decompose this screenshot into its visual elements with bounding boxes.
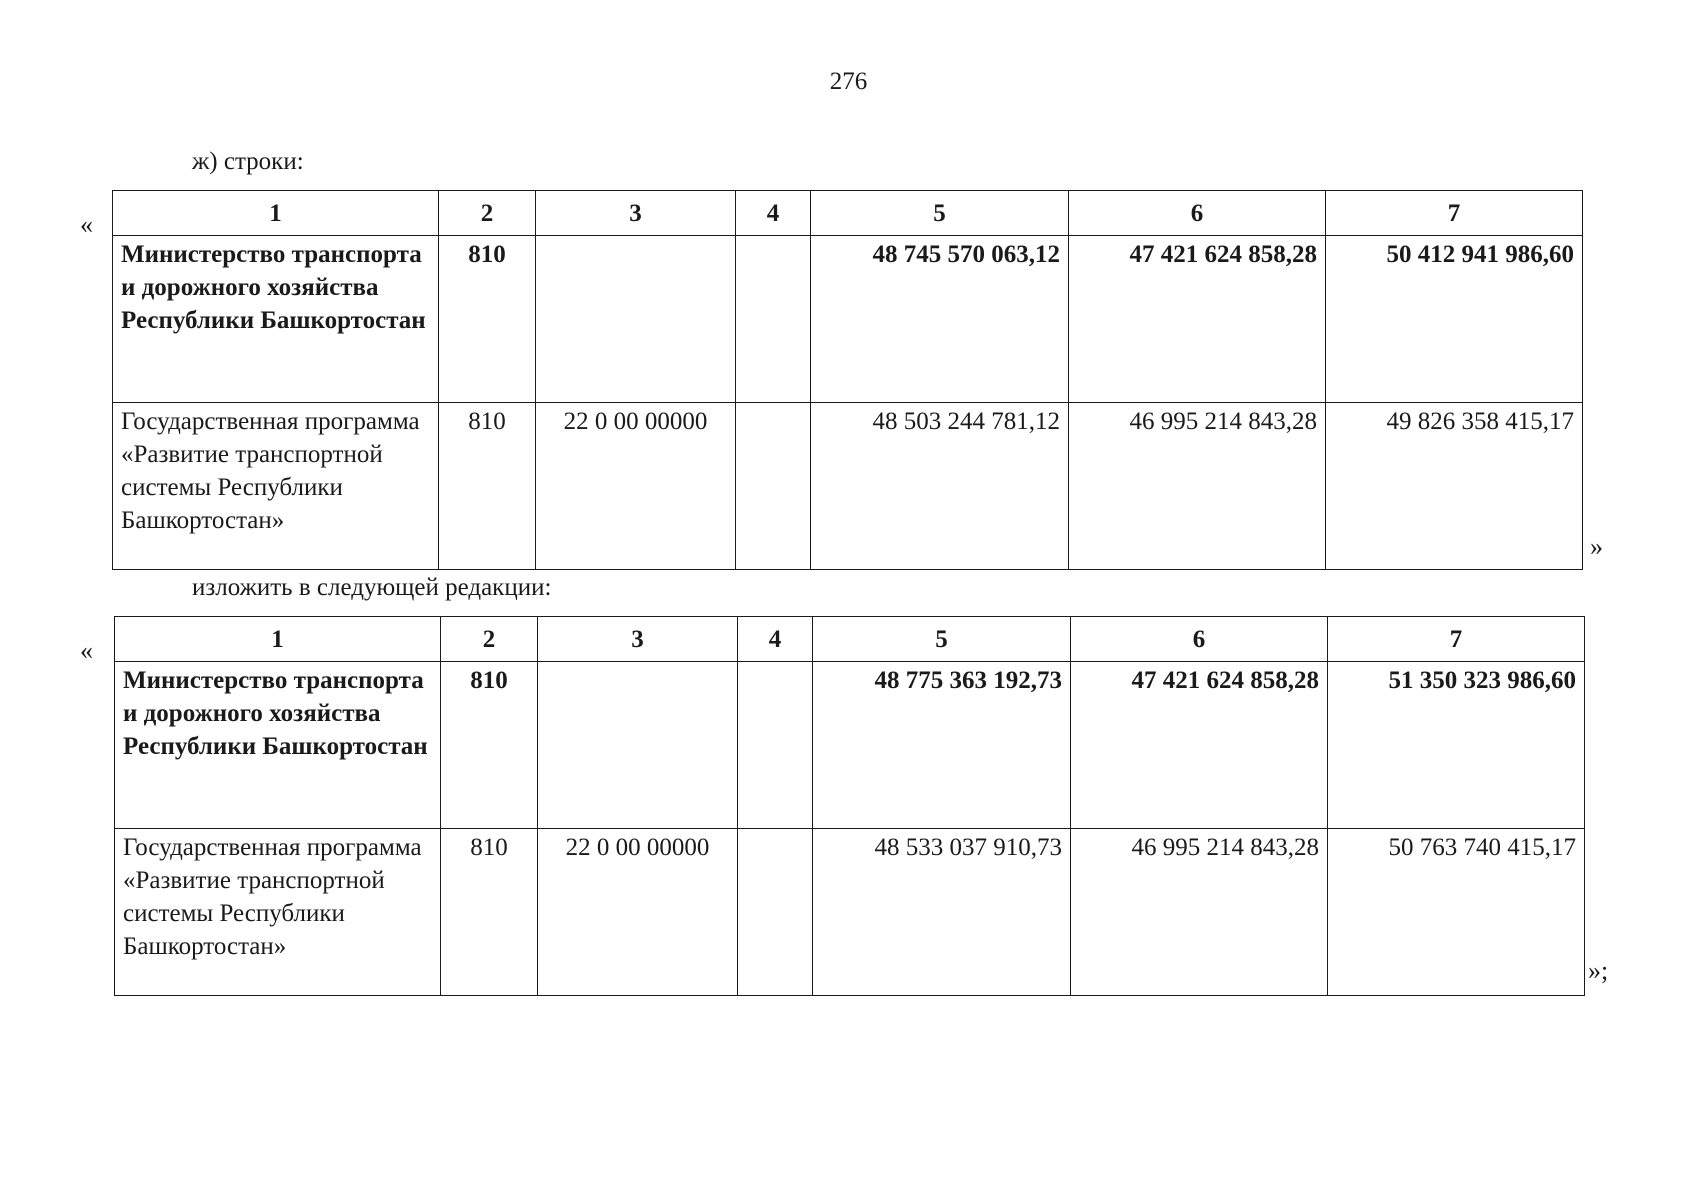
- table-row: [115, 662, 1585, 829]
- row-type: [738, 662, 813, 829]
- row-type: [736, 236, 811, 403]
- row-code: 810: [441, 662, 538, 829]
- row-value-6: 47 421 624 858,28: [1071, 662, 1328, 829]
- closing-quote: »;: [1588, 956, 1609, 985]
- row-code: 810: [439, 403, 536, 570]
- row-value-6: 46 995 214 843,28: [1069, 403, 1326, 570]
- column-header: 2: [439, 191, 536, 236]
- row-type: [738, 829, 813, 996]
- table-row: [113, 236, 1583, 403]
- column-header: 4: [736, 191, 811, 236]
- row-value-5: 48 745 570 063,12: [811, 236, 1069, 403]
- opening-quote: «: [80, 636, 93, 665]
- row-value-6: 46 995 214 843,28: [1071, 829, 1328, 996]
- row-value-7: 51 350 323 986,60: [1328, 662, 1585, 829]
- row-code: 810: [439, 236, 536, 403]
- table-row: [115, 829, 1585, 996]
- closing-quote: »: [1590, 532, 1603, 561]
- column-header: 3: [538, 617, 738, 662]
- column-header: 2: [441, 617, 538, 662]
- page-number: 276: [829, 68, 868, 95]
- row-name: Государственная программа «Развитие транспортной системы Республики Башкортостан»: [115, 829, 441, 996]
- row-target: [538, 662, 738, 829]
- intro-text: ж) строки:: [192, 148, 304, 175]
- column-header: 1: [113, 191, 439, 236]
- column-header: 6: [1069, 191, 1326, 236]
- column-header: 7: [1328, 617, 1585, 662]
- row-value-5: 48 775 363 192,73: [813, 662, 1071, 829]
- column-header: 1: [115, 617, 441, 662]
- opening-quote: «: [80, 210, 93, 239]
- column-header: 5: [811, 191, 1069, 236]
- column-header: 4: [738, 617, 813, 662]
- row-name: Министерство транспорта и дорожного хозяйства Республики Башкортостан: [115, 662, 441, 829]
- column-header: 3: [536, 191, 736, 236]
- row-value-7: 50 412 941 986,60: [1326, 236, 1583, 403]
- row-target: [536, 236, 736, 403]
- row-value-5: 48 503 244 781,12: [811, 403, 1069, 570]
- row-value-7: 50 763 740 415,17: [1328, 829, 1585, 996]
- table-header-row: [113, 191, 1583, 236]
- row-target: 22 0 00 00000: [538, 829, 738, 996]
- row-type: [736, 403, 811, 570]
- row-value-6: 47 421 624 858,28: [1069, 236, 1326, 403]
- column-header: 7: [1326, 191, 1583, 236]
- row-code: 810: [441, 829, 538, 996]
- column-header: 6: [1071, 617, 1328, 662]
- row-value-7: 49 826 358 415,17: [1326, 403, 1583, 570]
- budget-table-current: [112, 190, 1583, 570]
- column-header: 5: [813, 617, 1071, 662]
- table-header-row: [115, 617, 1585, 662]
- row-target: 22 0 00 00000: [536, 403, 736, 570]
- row-value-5: 48 533 037 910,73: [813, 829, 1071, 996]
- budget-table-new: [114, 616, 1585, 996]
- row-name: Министерство транспорта и дорожного хозяйства Республики Башкортостан: [113, 236, 439, 403]
- row-name: Государственная программа «Развитие транспортной системы Республики Башкортостан»: [113, 403, 439, 570]
- middle-text: изложить в следующей редакции:: [192, 574, 552, 601]
- table-row: [113, 403, 1583, 570]
